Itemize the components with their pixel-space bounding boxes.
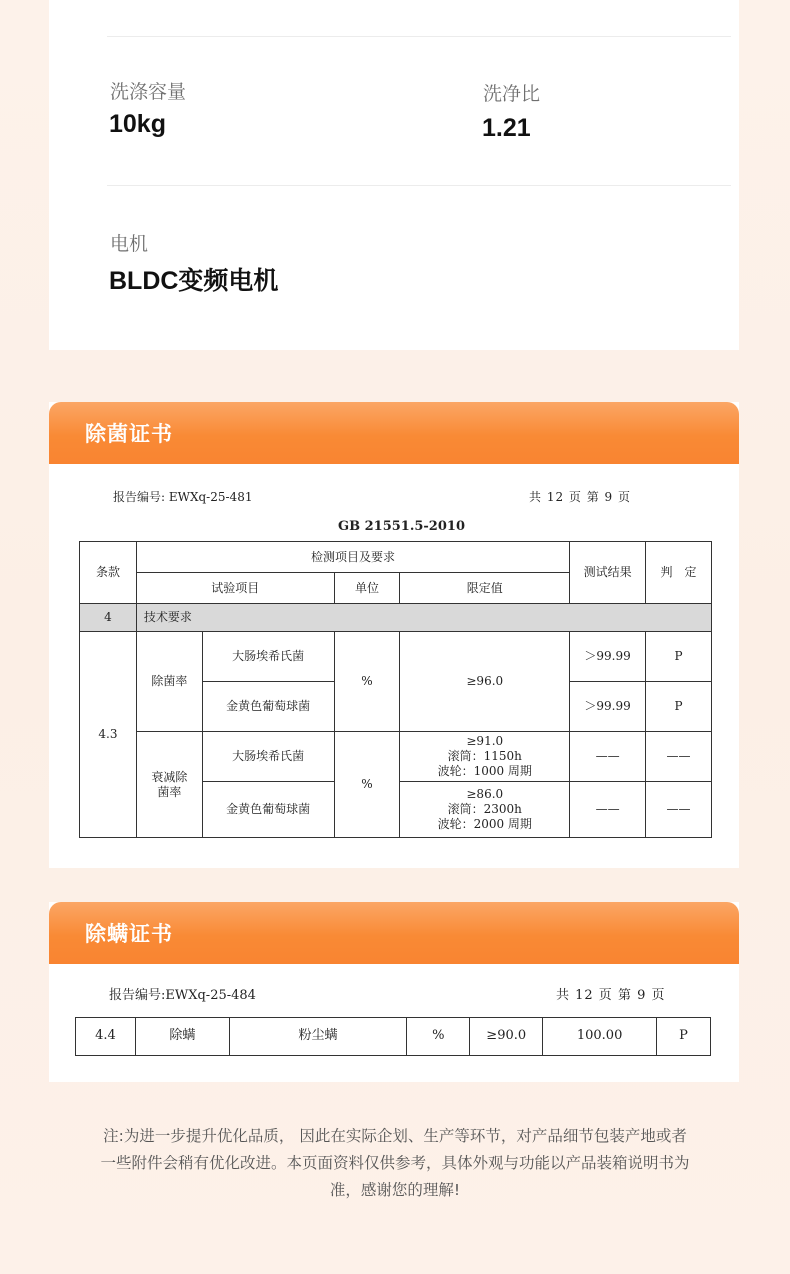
ratio-label: 洗净比 [483,83,541,105]
footnote-line: 注:为进一步提升优化品质， 因此在实际企划、生产等环节，对产品细节包装产地或者 [103,1127,687,1145]
test-item: 大肠埃希氏菌 [202,732,334,782]
limit-line: ≥91.0 [466,734,504,748]
page-info: 共 12 页 第 9 页 [556,988,666,1003]
result-cell: —— [570,732,646,782]
divider [107,185,731,186]
section-name: 技术要求 [136,604,711,632]
mite-table [75,1017,711,1056]
report-number: 报告编号:EWXq-25-484 [109,988,256,1003]
mite-removal-certificate-card [49,902,739,1082]
test-item: 粉尘螨 [229,1018,407,1056]
test-item: 金黄色葡萄球菌 [202,782,334,838]
group-name-line: 菌率 [157,784,182,799]
sterilization-table [79,541,712,838]
result-cell: —— [570,782,646,838]
header-unit: 单位 [334,573,400,604]
motor-label: 电机 [110,233,149,255]
section-clause: 4 [80,604,137,632]
unit-cell: % [334,732,400,838]
judge-cell: —— [646,782,712,838]
limit-cell: ≥96.0 [400,632,570,732]
unit-cell: % [407,1018,470,1056]
header-limit: 限定值 [400,573,570,604]
judge-cell: P [646,682,712,732]
limit-cell [400,732,570,782]
group-sterilization-rate: 除菌率 [136,632,202,732]
limit-line: 滚筒：1150h [447,749,522,763]
page-info: 共 12 页 第 9 页 [529,490,631,504]
limit-line: 滚筒：2300h [447,802,522,816]
header-result: 测试结果 [570,542,646,604]
judge-cell: P [657,1018,711,1056]
capacity-value: 10kg [109,110,166,138]
divider [107,36,731,37]
report-number: 报告编号: EWXq-25-481 [113,490,253,504]
header-test-item: 试验项目 [136,573,334,604]
footnote [50,1123,740,1204]
section-header [49,902,739,964]
unit-cell: % [334,632,400,732]
group-decay-rate [136,732,202,838]
test-item: 大肠埃希氏菌 [202,632,334,682]
test-item: 金黄色葡萄球菌 [202,682,334,732]
limit-cell [400,782,570,838]
limit-line: 波轮：2000 周期 [437,817,532,831]
header-judge: 判 定 [646,542,712,604]
footnote-line: 一些附件会稍有优化改进。本页面资料仅供参考，具体外观与功能以产品装箱说明书为 [100,1154,690,1172]
result-cell: ＞99.99 [570,632,646,682]
result-cell: ＞99.99 [570,682,646,732]
ratio-value: 1.21 [482,114,531,142]
group-name-line: 衰减除 [151,769,188,784]
judge-cell: P [646,632,712,682]
section-header [49,402,739,464]
spec-card [49,0,739,350]
footnote-line: 准，感谢您的理解! [329,1181,461,1199]
clause-cell: 4.4 [76,1018,136,1056]
section-title: 除菌证书 [85,422,173,446]
clause-4-3: 4.3 [80,632,137,838]
limit-line: 波轮：1000 周期 [437,764,532,778]
header-clause: 条款 [80,542,137,604]
name-cell: 除螨 [135,1018,229,1056]
result-cell: 100.00 [543,1018,657,1056]
motor-value: BLDC变频电机 [109,267,279,295]
limit-line: ≥86.0 [466,787,504,801]
section-title: 除螨证书 [85,922,173,946]
standard-title: GB 21551.5-2010 [338,519,465,534]
judge-cell: —— [646,732,712,782]
sterilization-certificate-card [49,402,739,868]
header-items-requirements: 检测项目及要求 [136,542,569,573]
limit-cell: ≥90.0 [470,1018,543,1056]
capacity-label: 洗涤容量 [110,81,187,103]
